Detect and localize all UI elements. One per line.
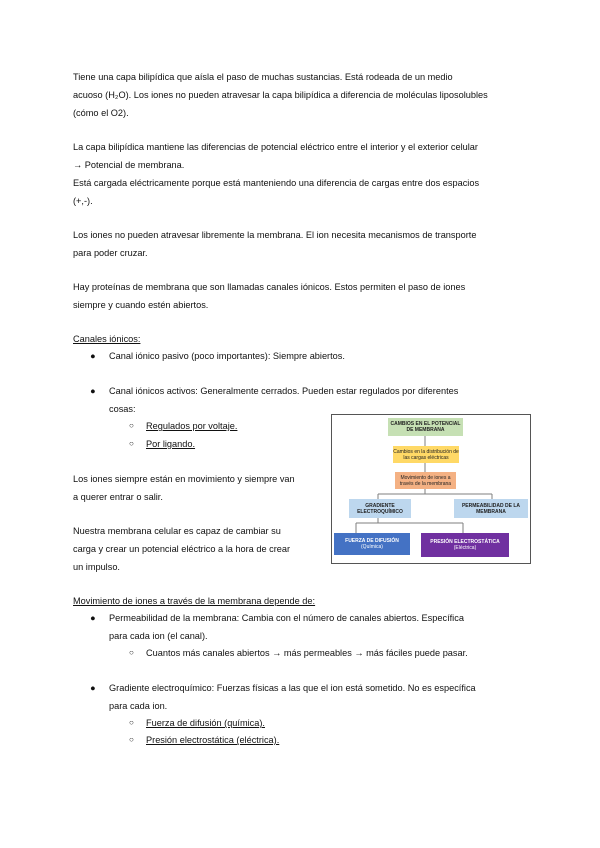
box-cambios-potencial: CAMBIOS EN EL POTENCIAL DE MEMBRANA <box>388 418 463 436</box>
circle-bullet-icon: ○ <box>129 735 134 744</box>
text-line: (cómo el O2). <box>73 108 129 118</box>
list-item <box>90 347 527 365</box>
intro-paragraph <box>73 68 527 122</box>
sub-list-item <box>129 731 280 749</box>
bullet-icon: ● <box>90 386 96 396</box>
text-line: Los iones siempre están en movimiento y siempre van <box>73 474 295 484</box>
text-line: Está cargada eléctricamente porque está manteniendo una diferencia de cargas entre dos espacios <box>73 178 480 188</box>
box-permeabilidad: PERMEABILIDAD DE LA MEMBRANA <box>454 499 528 518</box>
box-fuerza-difusion <box>334 533 410 555</box>
text-line: Hay proteínas de membrana que son llamadas canales iónicos. Estos permiten el paso de iones <box>73 282 466 292</box>
sub-list-text: Cuantos más canales abiertos → más permeables → más fáciles puede pasar. <box>146 648 468 658</box>
membrane-potential-diagram <box>331 414 531 564</box>
text-line: un impulso. <box>73 562 120 572</box>
box-cambios-distribucion: Cambios en la distribución de las cargas eléctricas <box>393 446 459 463</box>
sub-list-item <box>129 417 238 435</box>
text-line: siempre y cuando estén abiertos. <box>73 300 209 310</box>
text-line: La capa bilipídica mantiene las diferencias de potencial eléctrico entre el interior y el exterior celular <box>73 142 478 152</box>
sub-list-item <box>129 644 468 662</box>
bullet-icon: ● <box>90 613 96 623</box>
circle-bullet-icon: ○ <box>129 718 134 727</box>
iones-paragraph <box>73 226 527 262</box>
text-line: Nuestra membrana celular es capaz de cambiar su <box>73 526 281 536</box>
text-line: (+,-). <box>73 196 93 206</box>
canales-heading: Canales iónicos: <box>73 334 141 344</box>
sub-list-text: Por ligando. <box>146 439 196 449</box>
box-label: FUERZA DE DIFUSIÓN <box>345 538 399 544</box>
box-sublabel: (Eléctrica) <box>453 545 477 551</box>
movimiento-paragraph <box>73 470 321 506</box>
sub-list-text: Fuerza de difusión (química). <box>146 718 265 728</box>
circle-bullet-icon: ○ <box>129 439 134 448</box>
list-item-text: Permeabilidad de la membrana: Cambia con el número de canales abiertos. Específica <box>109 613 464 623</box>
list-item-text: cosas: <box>109 404 136 414</box>
bullet-icon: ● <box>90 683 96 693</box>
text-line: para poder cruzar. <box>73 248 148 258</box>
text-line: carga y crear un potencial eléctrico a la hora de crear <box>73 544 291 554</box>
movimiento-heading: Movimiento de iones a través de la membrana depende de: <box>73 596 316 606</box>
circle-bullet-icon: ○ <box>129 421 134 430</box>
box-gradiente: GRADIENTE ELECTROQUÍMICO <box>349 499 411 518</box>
list-item-text: Canal iónicos activos: Generalmente cerrados. Pueden estar regulados por diferentes <box>109 386 459 396</box>
membrana-paragraph <box>73 522 321 576</box>
circle-bullet-icon: ○ <box>129 648 134 657</box>
sub-list-item <box>129 714 265 732</box>
text-line: → Potencial de membrana. <box>73 160 185 170</box>
list-item <box>90 382 527 418</box>
text-line: acuoso (H₂O). Los iones no pueden atravesar la capa bilipídica a diferencia de moléculas liposolubles <box>73 90 488 100</box>
list-item-text: para cada ion (el canal). <box>109 631 208 641</box>
bullet-icon: ● <box>90 351 96 361</box>
text-line: Los iones no pueden atravesar libremente la membrana. El ion necesita mecanismos de transporte <box>73 230 477 240</box>
list-item <box>90 679 527 715</box>
text-line: Tiene una capa bilipídica que aísla el paso de muchas sustancias. Está rodeada de un medio <box>73 72 453 82</box>
sub-list-item <box>129 435 196 453</box>
list-item-text: Gradiente electroquímico: Fuerzas físicas a las que el ion está sometido. No es específica <box>109 683 476 693</box>
box-sublabel: (Química) <box>361 544 383 550</box>
sub-list-text: Presión electrostática (eléctrica). <box>146 735 280 745</box>
text-line: a querer entrar o salir. <box>73 492 163 502</box>
box-presion-electrostatica <box>421 533 509 557</box>
sub-list-text: Regulados por voltaje. <box>146 421 238 431</box>
list-item-text: Canal iónico pasivo (poco importantes): Siempre abiertos. <box>109 351 345 361</box>
list-item <box>90 609 527 645</box>
box-label: PRESIÓN ELECTROSTÁTICA <box>430 539 500 545</box>
list-item-text: para cada ion. <box>109 701 168 711</box>
box-movimiento-iones: Movimiento de iones a través de la membrana <box>395 472 456 489</box>
potencial-paragraph <box>73 138 527 210</box>
proteinas-paragraph <box>73 278 527 314</box>
